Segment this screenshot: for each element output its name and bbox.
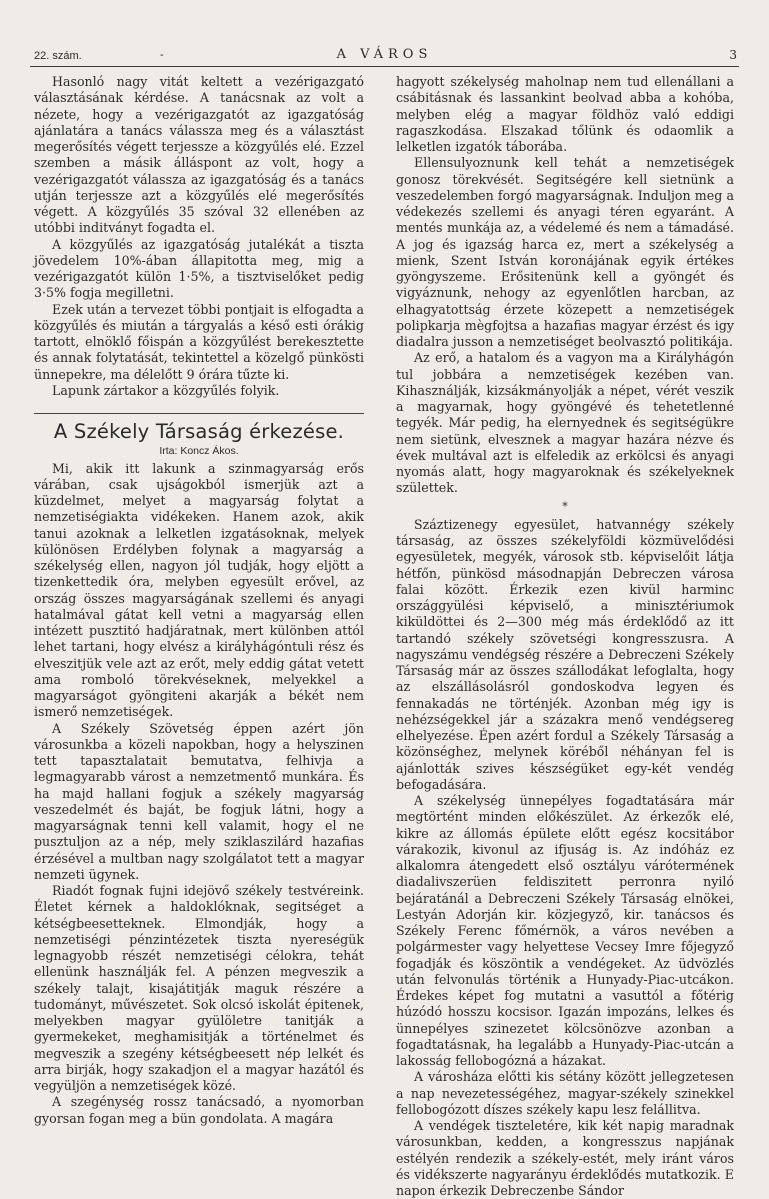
paragraph: Riadót fognak fujni idejövő székely testvéreink. Életet kérnek a haldoklóknak, segitséget a kétségbeesetteknek. Elmondják, hogy a nemzetiségi pénzintézetek tiszta nyereségük legnagyobb részét nemzetiségi célokra, tehát ellenünk használják fel. A pénzen megveszik a székely talajt, kisajátitják maguk részére a tudományt, művészetet. Sok olcsó iskolát épitenek, melyekben magyar gyülöletre tanitják a gyermekeket, meghamisitják a történelmet és megveszik a szegény kétségbeesett nép lelkét és arra birják, hogy szakadjon el a magyar hazától és vegyüljön a nemzetiségek közé. [34, 883, 364, 1093]
paragraph: Száztizenegy egyesület, hatvannégy székely társaság, az összes székelyföldi közmüvelődési egyesületek, megyék, városok stb. képviselőit látja hétfőn, pünkösd másodnapján Debreczen városa falai között. Érkezik ezen kivül harminc országgyülési képviselő, a minisztériumok kiküldöttei és 2—300 még más érdeklődő az itt tartandó székely szövetségi kongresszusra. A nagyszámu vendégség részére a Debreczeni Székely Társaság már az összes szállodákat lefoglalta, hogy az elszállásolásról gondoskodva legyen és fennakadás ne történjék. Azonban még igy is nehézségekkel jár a százakra menő vendégsereg elhelyezése. Épen azért fordul a Székely Társaság a közönséghez, melynek köréből néhányan fel is ajánlották szives készségüket egy-két vendég befogadására. [396, 516, 734, 792]
paragraph: Lapunk zártakor a közgyűlés folyik. [52, 382, 280, 398]
paragraph: Hasonló nagy vitát keltett a vezérigazgató választásának kérdése. A tanácsnak az volt a nézete, hogy a vezérigazgatót az igazgatóság ajánlatára a tanács válassza meg és a választást megerősítés végett terjessze a közgyűlés elé. Ezzel szemben a másik álláspont az volt, hogy a vezérigazgatót válassza az igazgatóság és a tanács utján terjessze azt a közgyűlés elé megerősítés végett. A közgyűlés 35 szóval 32 ellenében az utóbbi inditványt fogadta el. [34, 74, 364, 236]
paragraph: hagyott székelység maholnap nem tud ellenállani a csábitásnak és lassankint beolvad abba a kohóba, melyben elég a magyar földhöz való eddigi ragaszkodása. Elszakad tőlünk és odaomlik a lelketlen izgatók táborába. [396, 74, 734, 154]
paragraph: A szegénység rossz tanácsadó, a nyomorban gyorsan fogan meg a bün gondolata. A magára [34, 1094, 364, 1126]
paragraph: A közgyűlés az igazgatóság jutalékát a tiszta jövedelem 10%-ában állapitotta meg, mig a vezérigazgatót külön 1·5%, a tisztviselőket pedig 3·5% fogja megilletni. [34, 236, 364, 301]
paragraph: Ezek után a tervezet többi pontjait is elfogadta a közgyűlés és miután a tárgyalás a késő esti órákig tartott, elnöklő főispán a közgyűlést berekesztette és annak folytatását, tekintettel a közelgő pünkösti ünnepekre, ma délelőtt 9 órára tűzte ki. [34, 301, 364, 382]
section-divider [34, 413, 364, 414]
paragraph: Ellensulyoznunk kell tehát a nemzetiségek gonosz törekvését. Segitségére kell sietnünk a veszedelemben forgó magyarságnak. Induljon meg a védekezés szellemi és anyagi téren egyaránt. A mentés munkája az, a védelemé és nem a támadásé. A jog és igazság harca ez, mert a székelység a mienk, Szent István koronájának egyik értékes gyöngyszeme. Erősitenünk kell a gyöngét és vigyáznunk, nehogy az egyenlőtlen harcban, az elhagyatottság érzete közepett a nemzetiségek polipkarja mègfojtsa a hazafias magyar érzést és igy diadalra jusson a nemzetiséget beolvasztó politikája. [396, 155, 734, 349]
article-title: A Székely Társaság érkezése. [53, 420, 345, 443]
right-column [396, 74, 734, 1199]
page-header [30, 46, 739, 67]
section-separator: * [562, 499, 568, 513]
page-number: 3 [729, 48, 737, 62]
paragraph: A városháza előtti kis sétány között jellegzetesen a nap nevezetességéhez, magyar-székely szinekkel fellobogózott díszes székely kapu lesz felállitva. [396, 1069, 734, 1117]
newspaper-title: A VÁROS [336, 47, 433, 62]
paragraph: A Székely Szövetség éppen azért jön városunkba a közeli napokban, hogy a helyszinen tett tapasztalatait bemutatva, felhivja a legmagyarabb várost a nemzetmentő munkára. És ha majd hallani fogjuk a székely magyarság veszedelmét és baját, be fogjuk látni, hogy a magyarságnak tenni kell valamit, hogy el ne pusztuljon az a nép, mely sziklaszilárd hazafias érzésével a multban nagy szolgálatot tett a magyar nemzeti ügynek. [34, 720, 364, 882]
header-dash: - [160, 48, 164, 61]
issue-number: 22. szám. [34, 50, 82, 62]
article-byline: Irta: Koncz Ákos. [159, 445, 239, 458]
paragraph: Az erő, a hatalom és a vagyon ma a Királyhágón tul jobbára a nemzetiségek kezében van. Kihasználják, kizsákmányolják a népet, vérét veszik a magyarnak, hogy gyöngévé és tehetetlenné tegyék. Már pedig, ha elernyednek és segitségükre nem sietünk, elvesznek a magyar hazára nézve és évek multával azt is elfeledik az erkölcsi és anyagi nyomás alatt, hogy magyaroknak és székelyeknek születtek. [396, 350, 734, 496]
left-column [34, 74, 364, 1127]
paragraph: A vendégek tiszteletére, kik két napig maradnak városunkban, kedden, a kongresszus napjának estélyén rendezik a székely-estét, mely iránt város és vidékszerte nagyarányu érdeklődés mutatkozik. E napon érkezik Debreczenbe Sándor [396, 1118, 734, 1198]
paragraph: A székelység ünnepélyes fogadtatására már megtörtént minden előkészület. Az érkezők elé, kikre az állomás épülete előtt egész kocsitábor várakozik, kivonul az ifjuság is. Az indóház ez alkalomra átengedett első osztályu várótermének diadalivszerüen feldiszitett perronra nyiló bejáratánál a Debreczeni Székely Társaság elnökei, Lestyán Adorján kir. közjegyző, kir. tanácsos és Székely Ferenc főmérnök, a város nevében a polgármester vagy helyettese Vecsey Imre főjegyző fogadják és köszöntik a vendégeket. Az üdvözlés után felvonulás történik a Hunyady-Piac-utcákon. Érdekes képet fog mutatni a vasuttól a főtérig húzódó hosszu kocsisor. Igazán impozáns, lelkes és ünnepélyes szinezetet kölcsönözve azonban a fogadtatásnak, ha legalább a Hunyady-Piac-utcán a lakosság fellobogózná a házakat. [396, 793, 734, 1068]
paragraph: Mi, akik itt lakunk a szinmagyarság erős várában, csak ujságokból ismerjük azt a küzdelmet, melyet a magyarság folytat a nemzetiségiakta vidékeken. Hanem azok, akik tanui azoknak a lelketlen izgatásoknak, melyek különösen Erdélyben folynak a magyarság a székelység ellen, nagyon jól tudják, hogy eljött a tizenkettedik óra, melyben egyesült erővel, az ország összes magyarságának szellemi és anyagi hatalmával gátat kell vetni a magyarság ellen intézett pusztitó hadjáratnak, mert különben attól lehet tartani, hogy elvész a királyhágóntuli rész és elveszitjük vele azt az erőt, mely eddig gátat vetett ama romboló törekvéseknek, melyekkel a magyarságot gyöngiteni akarják a békét nem ismerő nemzetiségek. [34, 460, 364, 720]
